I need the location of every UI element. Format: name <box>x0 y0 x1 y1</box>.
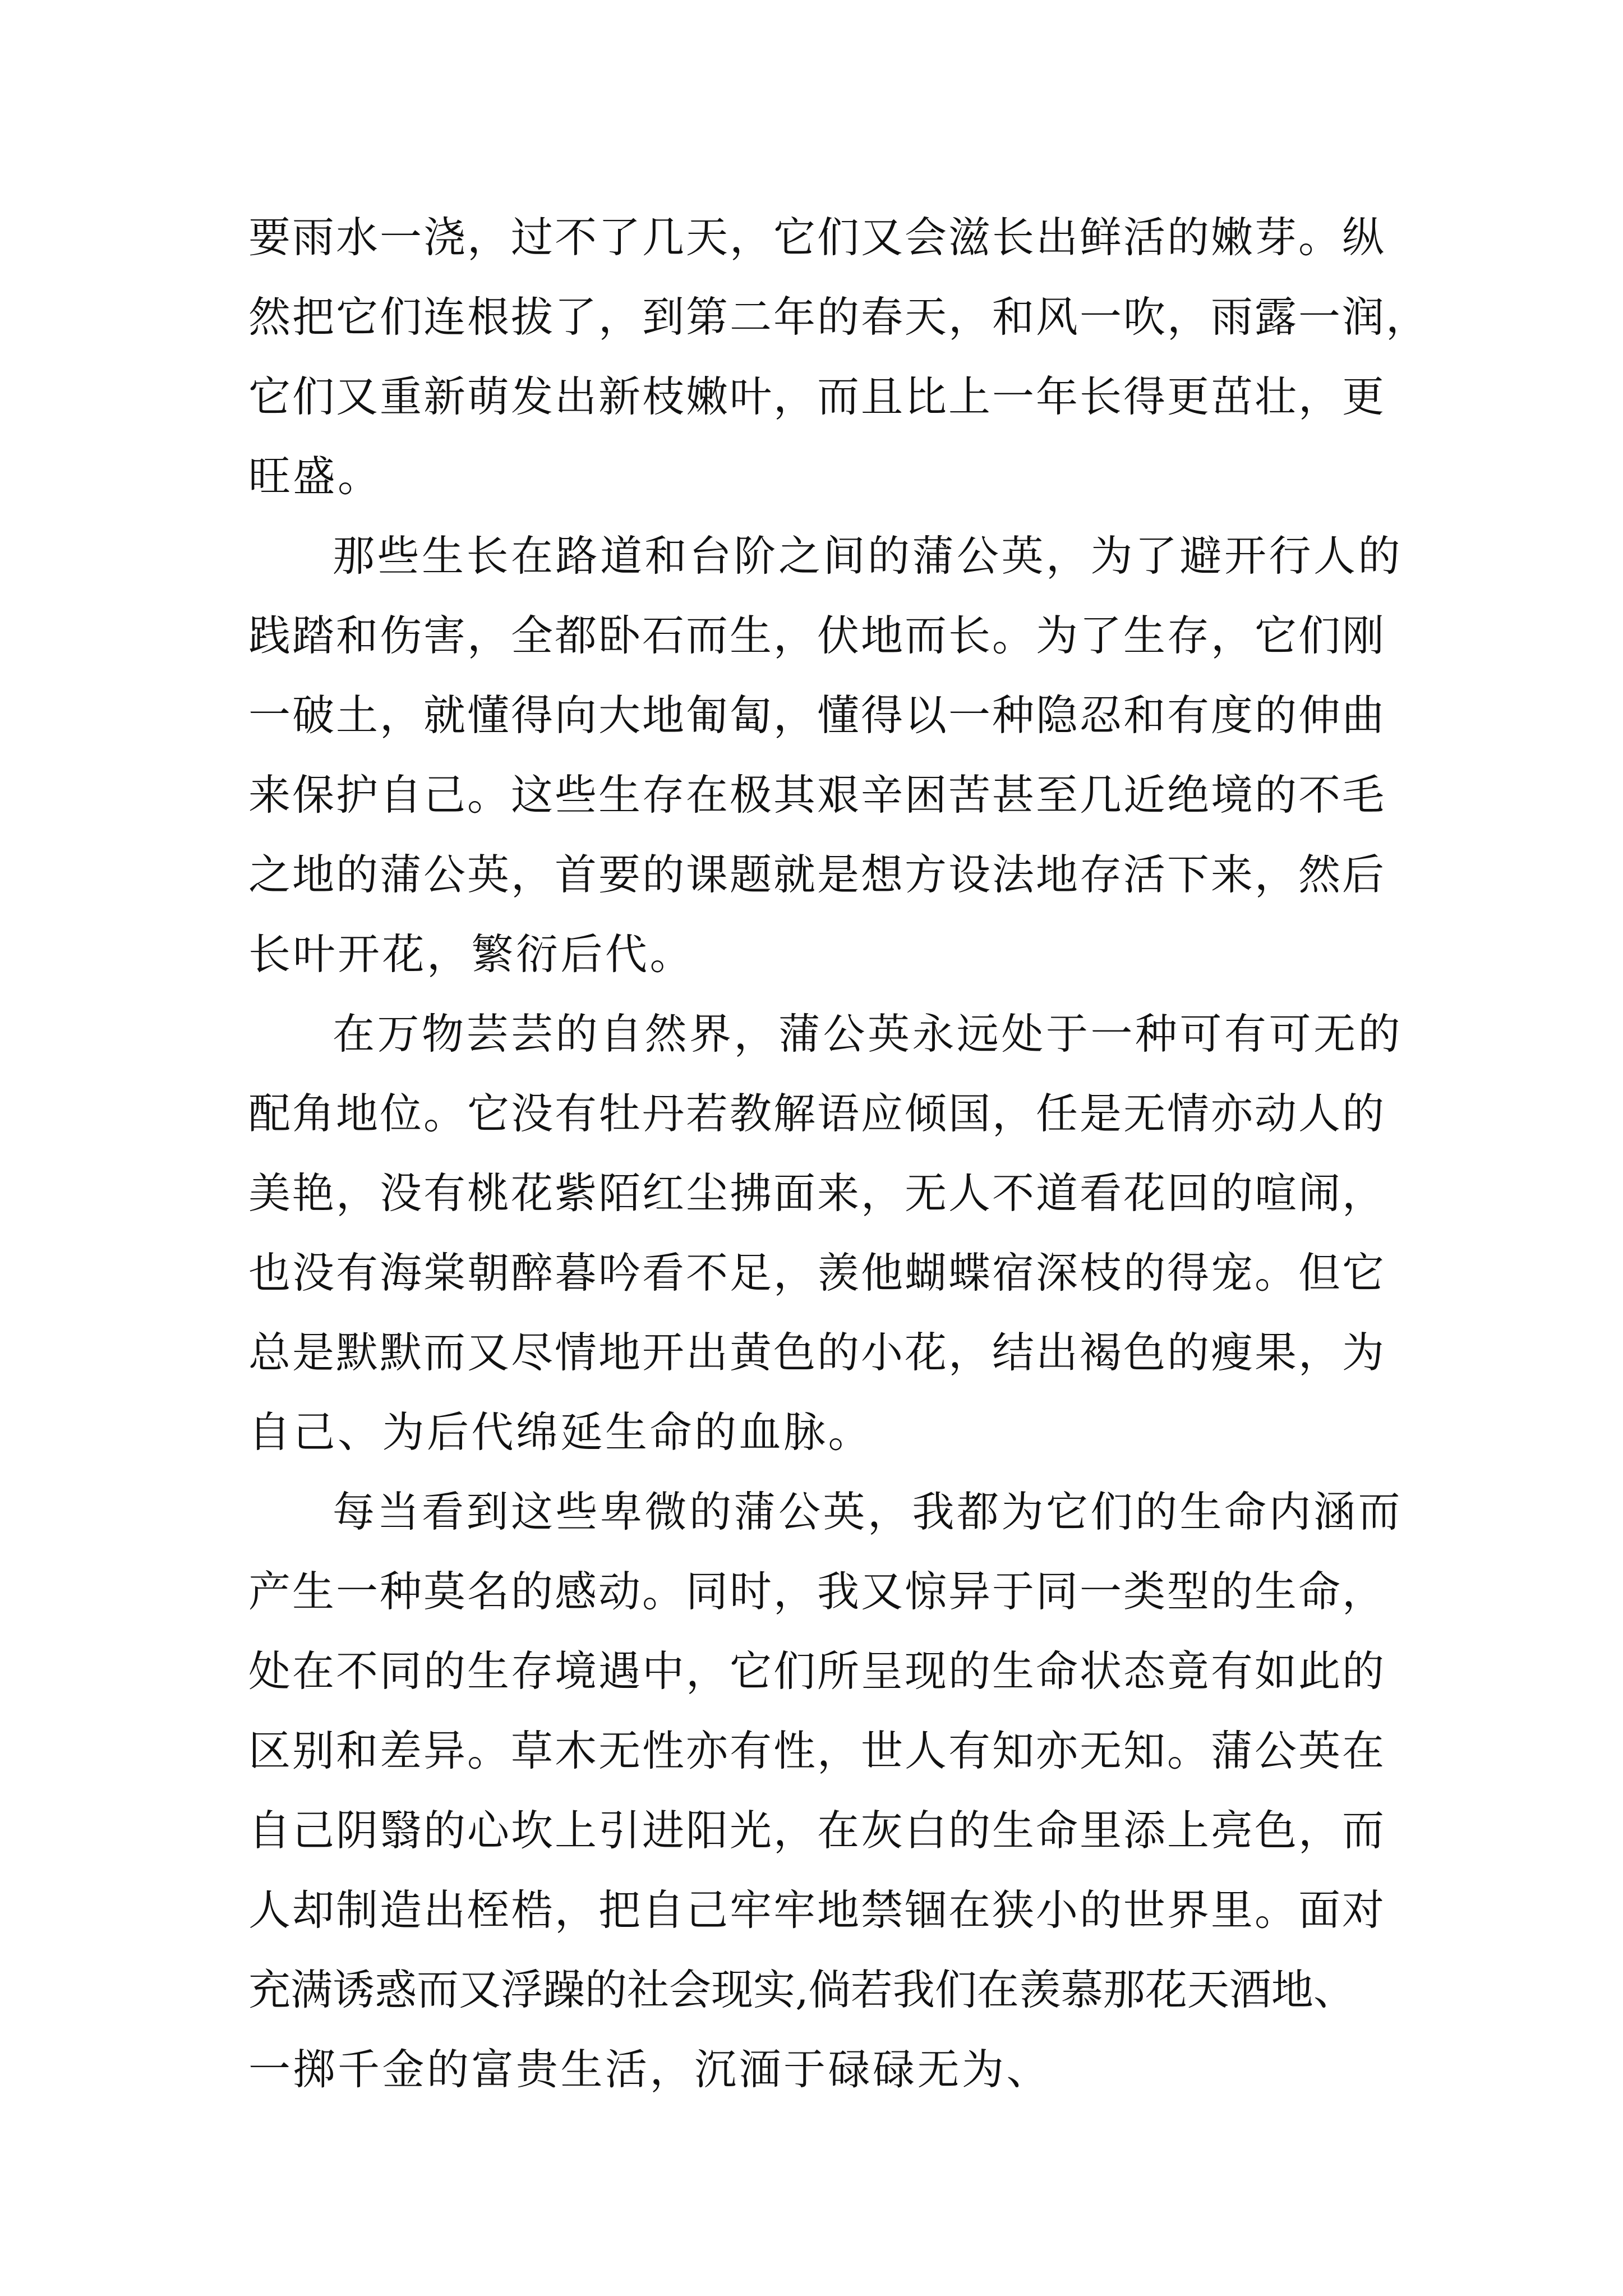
text-line: 人却制造出桎梏，把自己牢牢地禁锢在狭小的世界里。面对 <box>248 1885 1386 1935</box>
text-line: 自己、为后代绵延生命的血脉。 <box>248 1407 873 1457</box>
paragraph-start-line: 那些生长在路道和台阶之间的蒲公英，为了避开行人的 <box>333 531 1403 581</box>
text-line: 之地的蒲公英，首要的课题就是想方设法地存活下来，然后 <box>248 850 1386 899</box>
text-line: 要雨水一浇，过不了几天，它们又会滋长出鲜活的嫩芽。纵 <box>248 213 1386 262</box>
text-line: 长叶开花，繁衍后代。 <box>248 930 695 979</box>
text-line: 来保护自己。这些生存在极其艰辛困苦甚至几近绝境的不毛 <box>248 770 1386 820</box>
body-text <box>248 197 1430 2109</box>
text-line: 处在不同的生存境遇中，它们所呈现的生命状态竟有如此的 <box>248 1646 1386 1696</box>
paragraph-start-line: 每当看到这些卑微的蒲公英，我都为它们的生命内涵而 <box>333 1487 1403 1536</box>
text-line: 自己阴翳的心坎上引进阳光，在灰白的生命里添上亮色，而 <box>248 1806 1386 1855</box>
text-line: 美艳，没有桃花紫陌红尘拂面来，无人不道看花回的喧闹， <box>248 1168 1386 1218</box>
text-line: 也没有海棠朝醉暮吟看不足，羡他蝴蝶宿深枝的得宠。但它 <box>248 1248 1386 1297</box>
text-line: 配角地位。它没有牡丹若教解语应倾国，任是无情亦动人的 <box>248 1089 1386 1138</box>
text-line: 充满诱惑而又浮躁的社会现实,倘若我们在羡慕那花天酒地、 <box>248 1965 1355 2014</box>
text-line: 旺盛。 <box>248 452 382 501</box>
text-line: 总是默默而又尽情地开出黄色的小花，结出褐色的瘦果，为 <box>248 1328 1386 1377</box>
text-line: 产生一种莫名的感动。同时，我又惊异于同一类型的生命， <box>248 1567 1386 1616</box>
text-line: 一破土，就懂得向大地匍匐，懂得以一种隐忍和有度的伸曲 <box>248 691 1386 740</box>
text-line: 践踏和伤害，全都卧石而生，伏地而长。为了生存，它们刚 <box>248 611 1386 660</box>
text-line: 然把它们连根拔了，到第二年的春天，和风一吹，雨露一润， <box>248 292 1430 342</box>
text-line: 它们又重新萌发出新枝嫩叶，而且比上一年长得更茁壮，更 <box>248 372 1386 421</box>
text-line: 一掷千金的富贵生活，沉湎于碌碌无为、 <box>248 2045 1052 2094</box>
text-line: 区别和差异。草木无性亦有性，世人有知亦无知。蒲公英在 <box>248 1726 1386 1775</box>
paragraph-start-line: 在万物芸芸的自然界，蒲公英永远处于一种可有可无的 <box>333 1009 1403 1059</box>
